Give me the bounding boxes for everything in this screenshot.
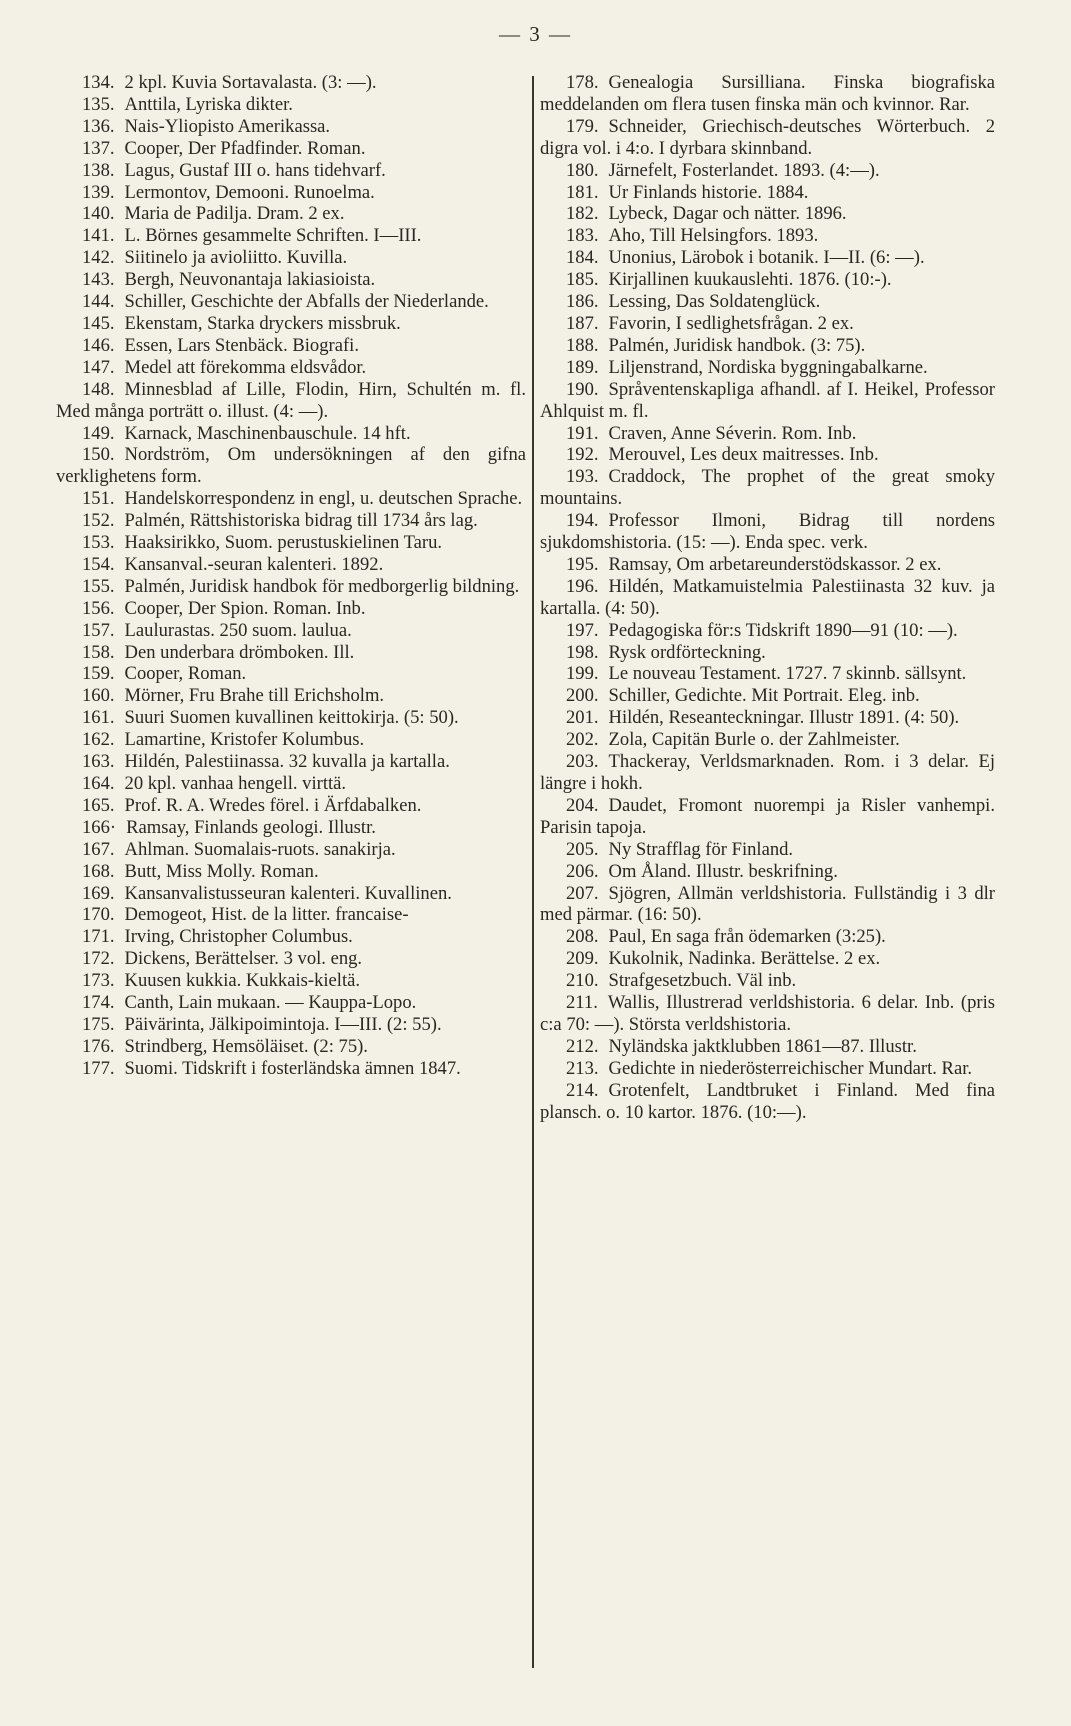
- catalog-entry: [56, 138, 526, 160]
- catalog-entry: [56, 203, 526, 225]
- entry-text: Ramsay, Om arbetareunderstödskassor. 2 ex.: [608, 553, 942, 575]
- entry-text: Demogeot, Hist. de la litter. francaise-: [124, 904, 409, 926]
- entry-text: Gedichte in niederösterreichischer Mundart. Rar.: [608, 1057, 973, 1079]
- entry-text: Strindberg, Hemsöläiset. (2: 75).: [124, 1035, 368, 1057]
- entry-number: 150.: [82, 444, 115, 466]
- catalog-entry: [56, 510, 526, 532]
- entry-text: Schiller, Geschichte der Abfalls der Niederlande.: [124, 291, 489, 313]
- catalog-entry: [56, 160, 526, 182]
- entry-number: 148.: [82, 378, 115, 400]
- entry-number: 207.: [566, 882, 599, 904]
- entry-text: Hildén, Palestiinassa. 32 kuvalla ja kartalla.: [124, 751, 450, 773]
- entry-number: 177.: [82, 1057, 115, 1079]
- entry-number: 174.: [82, 992, 115, 1014]
- entry-number: 163.: [82, 751, 115, 773]
- entry-text: Grotenfelt, Landtbruket i Finland. Med fina plansch. o. 10 kartor. 1876. (10:—).: [540, 1079, 995, 1123]
- entry-number: 152.: [82, 510, 115, 532]
- entry-number: 135.: [82, 93, 115, 115]
- entry-text: Kukolnik, Nadinka. Berättelse. 2 ex.: [608, 948, 881, 970]
- catalog-entry: [540, 620, 995, 642]
- entry-text: Pedagogiska för:s Tidskrift 1890—91 (10: —).: [608, 619, 958, 641]
- entry-text: Unonius, Lärobok i botanik. I—II. (6: —).: [608, 247, 925, 269]
- catalog-entry: [56, 598, 526, 620]
- catalog-entry: [56, 707, 526, 729]
- entry-number: 175.: [82, 1013, 115, 1035]
- entry-text: Medel att förekomma eldsvådor.: [124, 356, 367, 378]
- entry-number: 180.: [566, 159, 599, 181]
- entry-text: Daudet, Fromont nuorempi ja Risler vanhempi. Parisin tapoja.: [540, 794, 995, 838]
- entry-text: Rysk ordförteckning.: [608, 641, 766, 663]
- entry-number: 185.: [566, 269, 599, 291]
- entry-number: 156.: [82, 597, 115, 619]
- entry-text: Kansanvalistusseuran kalenteri. Kuvallinen.: [124, 882, 452, 904]
- entry-text: Den underbara drömboken. Ill.: [124, 641, 355, 663]
- catalog-entry: [540, 926, 995, 948]
- entry-text: Hildén, Matkamuistelmia Palestiinasta 32 kuv. ja kartalla. (4: 50).: [540, 575, 995, 619]
- entry-number: 188.: [566, 334, 599, 356]
- right-column: [540, 72, 995, 1124]
- entry-text: Le nouveau Testament. 1727. 7 skinnb. sällsynt.: [608, 663, 967, 685]
- catalog-entry: [56, 94, 526, 116]
- entry-number: 197.: [566, 619, 599, 641]
- entry-text: Bergh, Neuvonantaja lakiasioista.: [124, 269, 376, 291]
- entry-number: 212.: [566, 1035, 599, 1057]
- catalog-entry: [56, 72, 526, 94]
- entry-text: Handelskorrespondenz in engl, u. deutschen Sprache.: [124, 488, 523, 510]
- entry-number: 179.: [566, 115, 599, 137]
- entry-text: Minnesblad af Lille, Flodin, Hirn, Schultén m. fl. Med många porträtt o. illust. (4: —).: [56, 378, 526, 422]
- entry-number: 162.: [82, 729, 115, 751]
- entry-number: 213.: [566, 1057, 599, 1079]
- entry-text: Päivärinta, Jälkipoimintoja. I—III. (2: 55).: [124, 1013, 442, 1035]
- catalog-entry: [540, 751, 995, 795]
- catalog-entry: [56, 970, 526, 992]
- entry-number: 195.: [566, 553, 599, 575]
- entry-number: 168.: [82, 860, 115, 882]
- entry-text: Lagus, Gustaf III o. hans tidehvarf.: [124, 159, 386, 181]
- entry-number: 192.: [566, 444, 599, 466]
- entry-number: 140.: [82, 203, 115, 225]
- entry-text: Butt, Miss Molly. Roman.: [124, 860, 319, 882]
- catalog-entry: [56, 225, 526, 247]
- catalog-entry: [540, 839, 995, 861]
- entry-number: 201.: [566, 707, 599, 729]
- catalog-entry: [56, 620, 526, 642]
- entry-text: Palmén, Juridisk handbok för medborgerlig bildning.: [124, 575, 520, 597]
- entry-number: 173.: [82, 970, 115, 992]
- catalog-entry: [540, 182, 995, 204]
- entry-number: 186.: [566, 291, 599, 313]
- entry-number: 154.: [82, 553, 115, 575]
- entry-text: Genealogia Sursilliana. Finska biografiska meddelanden om flera tusen finska män och kvinnor. Rar.: [540, 72, 995, 115]
- catalog-entry: [540, 948, 995, 970]
- catalog-entry: [56, 948, 526, 970]
- entry-number: 187.: [566, 312, 599, 334]
- entry-number: 144.: [82, 291, 115, 313]
- catalog-entry: [56, 1058, 526, 1080]
- catalog-entry: [56, 1014, 526, 1036]
- entry-text: Favorin, I sedlighetsfrågan. 2 ex.: [608, 312, 854, 334]
- entry-number: 138.: [82, 159, 115, 181]
- entry-text: Merouvel, Les deux maitresses. Inb.: [608, 444, 879, 466]
- entry-text: Essen, Lars Stenbäck. Biografi.: [124, 334, 359, 356]
- entry-number: 208.: [566, 926, 599, 948]
- entry-text: Kirjallinen kuukauslehti. 1876. (10:-).: [608, 269, 892, 291]
- catalog-entry: [540, 576, 995, 620]
- catalog-entry: [56, 904, 526, 926]
- entry-text: Ur Finlands historie. 1884.: [608, 181, 809, 203]
- entry-number: 198.: [566, 641, 599, 663]
- entry-number: 151.: [82, 488, 115, 510]
- entry-number: 164.: [82, 773, 115, 794]
- catalog-entry: [56, 444, 526, 488]
- entry-text: Ramsay, Finlands geologi. Illustr.: [126, 816, 376, 838]
- catalog-entry: [56, 554, 526, 576]
- left-column: [56, 72, 526, 1080]
- entry-number: 211.: [566, 992, 598, 1014]
- catalog-entry: [540, 357, 995, 379]
- catalog-entry: [56, 313, 526, 335]
- catalog-entry: [540, 554, 995, 576]
- entry-number: 199.: [566, 663, 599, 685]
- entry-text: Craven, Anne Séverin. Rom. Inb.: [608, 422, 857, 444]
- entry-text: Paul, En saga från ödemarken (3:25).: [608, 926, 886, 948]
- entry-number: 169.: [82, 882, 115, 904]
- entry-text: Craddock, The prophet of the great smoky mountains.: [540, 466, 995, 510]
- entry-number: 172.: [82, 948, 115, 970]
- entry-number: 189.: [566, 356, 599, 378]
- catalog-entry: [56, 247, 526, 269]
- entry-text: Suomi. Tidskrift i fosterländska ämnen 1847.: [124, 1057, 461, 1079]
- entry-number: 145.: [82, 312, 115, 334]
- catalog-entry: [56, 839, 526, 861]
- catalog-entry: [56, 379, 526, 423]
- entry-text: Schneider, Griechisch-deutsches Wörterbuch. 2 digra vol. i 4:o. I dyrbara skinnband.: [540, 115, 995, 159]
- entry-number: 160.: [82, 685, 115, 707]
- entry-number: 183.: [566, 225, 599, 247]
- entry-text: Cooper, Roman.: [124, 663, 247, 685]
- catalog-entry: [56, 729, 526, 751]
- entry-text: Nordström, Om undersökningen af den gifna verklighetens form.: [56, 444, 526, 488]
- entry-text: Järnefelt, Fosterlandet. 1893. (4:—).: [608, 159, 880, 181]
- catalog-entry: [56, 291, 526, 313]
- entry-number: 204.: [566, 794, 599, 816]
- catalog-entry: [540, 291, 995, 313]
- entry-text: Maria de Padilja. Dram. 2 ex.: [124, 203, 345, 225]
- entry-text: Nyländska jaktklubben 1861—87. Illustr.: [608, 1035, 917, 1057]
- entry-number: 157.: [82, 619, 115, 641]
- entry-text: Strafgesetzbuch. Väl inb.: [608, 970, 797, 992]
- catalog-entry: [540, 861, 995, 883]
- entry-number: 203.: [566, 751, 599, 773]
- entry-text: Aho, Till Helsingfors. 1893.: [608, 225, 819, 247]
- catalog-entry: [56, 883, 526, 905]
- catalog-entry: [540, 510, 995, 554]
- entry-number: 170.: [82, 904, 115, 926]
- catalog-entry: [56, 269, 526, 291]
- catalog-entry: [56, 488, 526, 510]
- entry-number: 159.: [82, 663, 115, 685]
- entry-text: Irving, Christopher Columbus.: [124, 926, 353, 948]
- entry-text: Lamartine, Kristofer Kolumbus.: [124, 729, 365, 751]
- entry-number: 206.: [566, 860, 599, 882]
- entry-text: Mörner, Fru Brahe till Erichsholm.: [124, 685, 385, 707]
- entry-number: 176.: [82, 1035, 115, 1057]
- entry-number: 166·: [82, 816, 117, 838]
- entry-number: 214.: [566, 1079, 599, 1101]
- catalog-entry: [56, 1036, 526, 1058]
- catalog-entry: [540, 444, 995, 466]
- entry-text: Om Åland. Illustr. beskrifning.: [608, 860, 838, 882]
- entry-number: 158.: [82, 641, 115, 663]
- entry-number: 137.: [82, 137, 115, 159]
- entry-text: Thackeray, Verldsmarknaden. Rom. i 3 delar. Ej längre i hokh.: [540, 751, 995, 794]
- entry-text: Sjögren, Allmän verldshistoria. Fullständig i 3 dlr med pärmar. (16: 50).: [540, 882, 995, 926]
- entry-number: 194.: [566, 510, 599, 532]
- entry-number: 142.: [82, 247, 115, 269]
- entry-number: 165.: [82, 794, 115, 816]
- entry-number: 190.: [566, 378, 599, 400]
- entry-text: Zola, Capitän Burle o. der Zahlmeister.: [608, 729, 900, 751]
- entry-number: 171.: [82, 926, 115, 948]
- catalog-entry: [540, 685, 995, 707]
- catalog-entry: [56, 751, 526, 773]
- entry-number: 141.: [82, 225, 115, 247]
- entry-text: Lybeck, Dagar och nätter. 1896.: [608, 203, 847, 225]
- catalog-entry: [540, 466, 995, 510]
- entry-text: Ekenstam, Starka dryckers missbruk.: [124, 312, 401, 334]
- catalog-entry: [56, 992, 526, 1014]
- catalog-entry: [540, 707, 995, 729]
- catalog-entry: [56, 423, 526, 445]
- entry-number: 193.: [566, 466, 599, 488]
- entry-text: Karnack, Maschinenbauschule. 14 hft.: [124, 422, 411, 444]
- entry-text: Siitinelo ja avioliitto. Kuvilla.: [124, 247, 348, 269]
- entry-text: Prof. R. A. Wredes förel. i Ärfdabalken.: [124, 794, 422, 816]
- catalog-entry: [56, 357, 526, 379]
- catalog-entry: [540, 247, 995, 269]
- entry-text: Schiller, Gedichte. Mit Portrait. Eleg. inb.: [608, 685, 920, 707]
- entry-number: 147.: [82, 356, 115, 378]
- catalog-entry: [540, 642, 995, 664]
- entry-text: Kuusen kukkia. Kukkais-kieltä.: [124, 970, 361, 992]
- entry-number: 143.: [82, 269, 115, 291]
- page-number: — 3 —: [499, 22, 572, 46]
- catalog-entry: [540, 335, 995, 357]
- entry-text: Wallis, Illustrerad verldshistoria. 6 delar. Inb. (pris c:a 70: —). Största verldshistoria.: [540, 992, 995, 1035]
- entry-text: Lessing, Das Soldatenglück.: [608, 291, 821, 313]
- catalog-entry: [540, 992, 995, 1036]
- catalog-entry: [56, 532, 526, 554]
- entry-number: 209.: [566, 948, 599, 970]
- catalog-entry: [56, 861, 526, 883]
- entry-number: 149.: [82, 422, 115, 444]
- catalog-entry: [56, 817, 526, 839]
- entry-number: 182.: [566, 203, 599, 225]
- catalog-entry: [540, 970, 995, 992]
- catalog-entry: [56, 576, 526, 598]
- entry-number: 200.: [566, 685, 599, 707]
- catalog-entry: [540, 663, 995, 685]
- entry-number: 191.: [566, 422, 599, 444]
- entry-text: Haaksirikko, Suom. perustuskielinen Taru.: [124, 532, 443, 554]
- entry-number: 155.: [82, 575, 115, 597]
- entry-number: 210.: [566, 970, 599, 992]
- entry-number: 146.: [82, 334, 115, 356]
- catalog-entry: [56, 182, 526, 204]
- catalog-entry: [540, 116, 995, 160]
- entry-text: Palmén, Rättshistoriska bidrag till 1734 års lag.: [124, 510, 478, 532]
- entry-number: 181.: [566, 181, 599, 203]
- catalog-entry: [540, 1058, 995, 1080]
- entry-text: Professor Ilmoni, Bidrag till nordens sjukdomshistoria. (15: —). Enda spec. verk.: [540, 510, 995, 554]
- entry-text: Språventenskapliga afhandl. af I. Heikel, Professor Ahlquist m. fl.: [540, 378, 995, 422]
- catalog-entry: [540, 1036, 995, 1058]
- catalog-entry: [540, 225, 995, 247]
- catalog-entry: [540, 423, 995, 445]
- catalog-entry: [56, 663, 526, 685]
- catalog-entry: [540, 1080, 995, 1124]
- catalog-entry: [56, 795, 526, 817]
- catalog-entry: [56, 335, 526, 357]
- entry-text: L. Börnes gesammelte Schriften. I—III.: [124, 225, 422, 247]
- entry-text: Cooper, Der Spion. Roman. Inb.: [124, 597, 366, 619]
- entry-text: Anttila, Lyriska dikter.: [124, 93, 293, 115]
- entry-number: 136.: [82, 115, 115, 137]
- catalog-entry: [540, 203, 995, 225]
- catalog-entry: [56, 642, 526, 664]
- catalog-entry: [540, 160, 995, 182]
- entry-number: 139.: [82, 181, 115, 203]
- entry-number: 153.: [82, 532, 115, 554]
- catalog-entry: [56, 116, 526, 138]
- entry-number: 202.: [566, 729, 599, 751]
- entry-text: Cooper, Der Pfadfinder. Roman.: [124, 137, 366, 159]
- catalog-entry: [540, 795, 995, 839]
- catalog-entry: [540, 269, 995, 291]
- entry-text: Suuri Suomen kuvallinen keittokirja. (5: 50).: [124, 707, 459, 729]
- entry-text: 2 kpl. Kuvia Sortavalasta. (3: —).: [124, 72, 377, 93]
- entry-text: Dickens, Berättelser. 3 vol. eng.: [124, 948, 363, 970]
- catalog-entry: [540, 379, 995, 423]
- entry-text: Kansanval.-seuran kalenteri. 1892.: [124, 553, 384, 575]
- entry-number: 178.: [566, 72, 599, 93]
- entry-text: Lermontov, Demooni. Runoelma.: [124, 181, 375, 203]
- entry-number: 184.: [566, 247, 599, 269]
- catalog-entry: [56, 926, 526, 948]
- entry-number: 205.: [566, 838, 599, 860]
- column-divider: [532, 76, 534, 1668]
- catalog-entry: [56, 685, 526, 707]
- entry-number: 161.: [82, 707, 115, 729]
- entry-number: 167.: [82, 838, 115, 860]
- entry-text: Canth, Lain mukaan. — Kauppa-Lopo.: [124, 992, 417, 1014]
- catalog-entry: [540, 72, 995, 116]
- catalog-entry: [56, 773, 526, 795]
- entry-text: 20 kpl. vanhaa hengell. virttä.: [124, 773, 347, 794]
- catalog-entry: [540, 729, 995, 751]
- entry-number: 196.: [566, 575, 599, 597]
- entry-text: Laulurastas. 250 suom. laulua.: [124, 619, 352, 641]
- entry-text: Ahlman. Suomalais-ruots. sanakirja.: [124, 838, 396, 860]
- entry-text: Liljenstrand, Nordiska byggningabalkarne.: [608, 356, 928, 378]
- catalog-entry: [540, 313, 995, 335]
- catalog-entry: [540, 883, 995, 927]
- entry-number: 134.: [82, 72, 115, 93]
- entry-text: Nais-Yliopisto Amerikassa.: [124, 115, 331, 137]
- entry-text: Hildén, Reseanteckningar. Illustr 1891. (4: 50).: [608, 707, 960, 729]
- entry-text: Ny Strafflag för Finland.: [608, 838, 794, 860]
- entry-text: Palmén, Juridisk handbok. (3: 75).: [608, 334, 866, 356]
